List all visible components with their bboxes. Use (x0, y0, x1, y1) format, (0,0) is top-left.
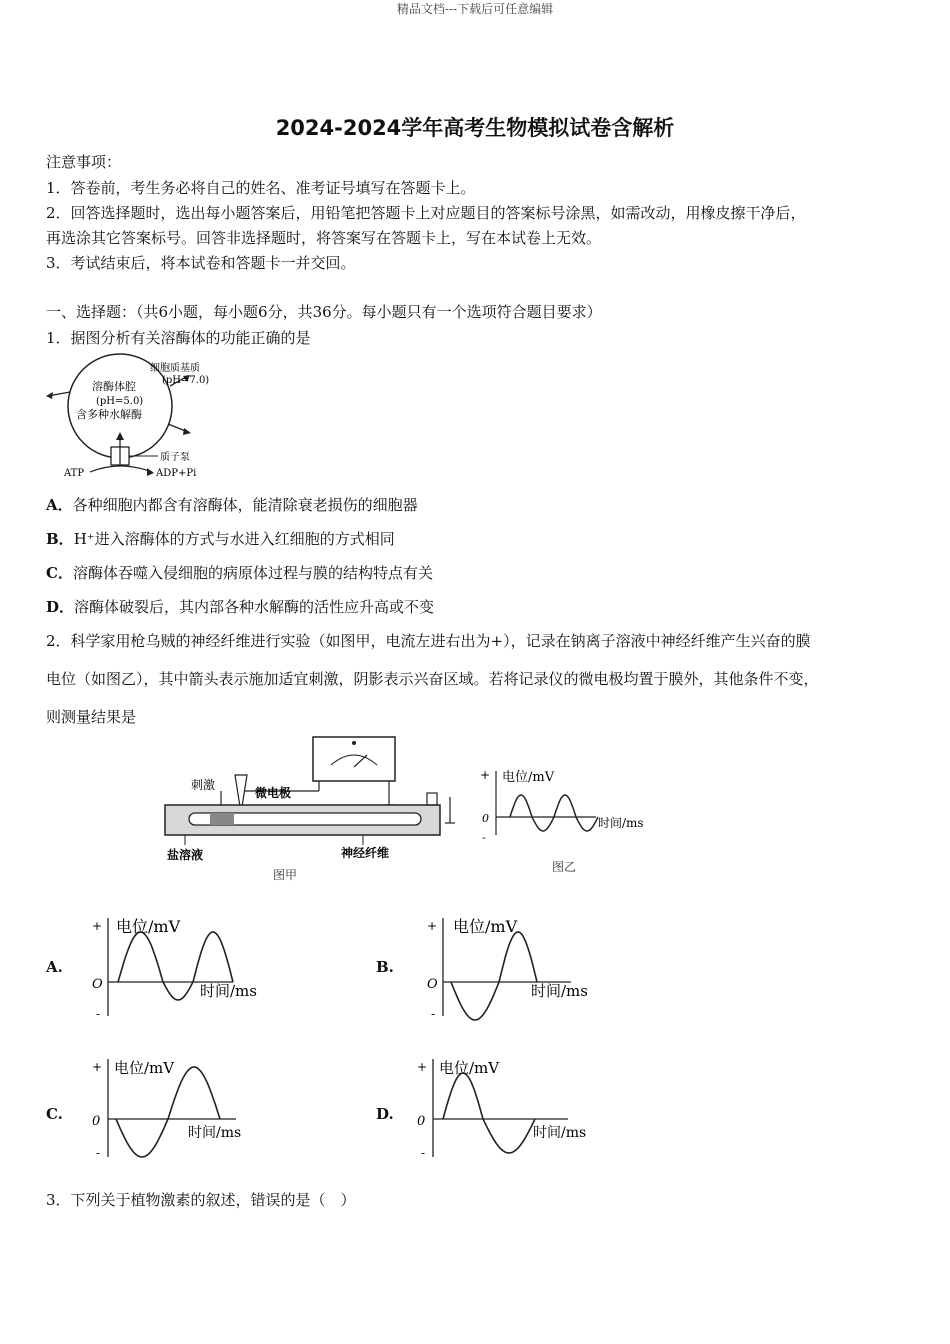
figure-yi (478, 765, 678, 880)
yi-plus-label: + (480, 768, 491, 782)
notice-item: 1．答卷前，考生务必将自己的姓名、准考证号填写在答题卡上。 (46, 179, 476, 197)
caption-yi: 图乙 (552, 860, 577, 874)
notice-item: 再选涂其它答案标号。回答非选择题时，将答案写在答题卡上，写在本试卷上无效。 (46, 229, 602, 247)
label-stimulus: 刺激 (191, 778, 216, 792)
q2-choice-d-graph[interactable] (413, 1053, 623, 1165)
choice-d-minus: - (421, 1146, 426, 1160)
q2-choice-b-graph[interactable] (423, 912, 623, 1024)
label-pump: 质子泵 (160, 452, 190, 463)
choice-d-zero: 0 (417, 1114, 426, 1129)
choice-a-minus: - (96, 1007, 101, 1021)
section-heading: 一、选择题：（共6小题，每小题6分，共36分。每小题只有一个选项符合题目要求） (46, 303, 602, 321)
label-salt-solution: 盐溶液 (167, 848, 204, 862)
label-lumen-ph: (pH=5.0) (96, 396, 144, 407)
question-2-stem-line: 电位（如图乙），其中箭头表示施加适宜刺激，阴影表示兴奋区域。若将记录仪的微电极均置于膜外，其他条件不变， (46, 670, 819, 688)
label-nerve-fiber: 神经纤维 (341, 846, 390, 860)
choice-b-minus: - (431, 1007, 436, 1021)
q2-choice-a-graph[interactable] (88, 912, 288, 1024)
notice-item: 2．回答选择题时，选出每小题答案后，用铅笔把答题卡上对应题目的答案标号涂黑，如需改动，用橡皮擦干净后， (46, 204, 806, 222)
choice-c-minus: - (96, 1146, 101, 1160)
question-2-stem-line: 则测量结果是 (46, 708, 137, 726)
notice-item: 3．考试结束后，将本试卷和答题卡一并交回。 (46, 254, 356, 272)
choice-c-curve (116, 1067, 220, 1157)
yi-minus-label: - (482, 831, 486, 844)
choice-b-curve (451, 932, 537, 1020)
q1-option-d[interactable]: D．溶酶体破裂后，其内部各种水解酶的活性应升高或不变 (46, 598, 435, 616)
yi-zero-label: 0 (482, 812, 489, 825)
q2-choice-b-letter[interactable]: B. (376, 958, 394, 976)
choice-a-zero: O (92, 977, 103, 992)
yi-potential-curve (510, 795, 598, 831)
choice-d-curve (443, 1073, 535, 1153)
choice-a-xlabel: 时间/ms (200, 982, 257, 1000)
choice-c-zero: 0 (92, 1114, 101, 1129)
choice-b-zero: O (427, 977, 438, 992)
excited-region (210, 813, 234, 825)
choice-b-ylabel: 电位/mV (453, 917, 518, 936)
choice-d-xlabel: 时间/ms (533, 1125, 587, 1141)
choice-a-ylabel: 电位/mV (116, 917, 181, 936)
figure-jia (155, 735, 465, 885)
choice-c-ylabel: 电位/mV (114, 1059, 175, 1077)
choice-c-plus: + (92, 1060, 103, 1074)
label-enzymes: 含多种水解酶 (76, 408, 142, 421)
yi-xlabel: 时间/ms (598, 816, 644, 830)
caption-jia: 图甲 (273, 868, 298, 882)
q2-choice-c-letter[interactable]: C. (46, 1105, 63, 1123)
q2-choice-c-graph[interactable] (88, 1053, 288, 1165)
notice-heading: 注意事项： (46, 153, 122, 171)
choice-d-ylabel: 电位/mV (439, 1059, 500, 1077)
q2-choice-a-letter[interactable]: A. (46, 958, 63, 976)
label-cytosol-ph: (pH=7.0) (162, 375, 210, 386)
question-3-stem: 3．下列关于植物激素的叙述，错误的是（ ） (46, 1191, 356, 1209)
label-adp: ADP+Pi (156, 468, 197, 479)
label-atp: ATP (64, 468, 85, 479)
choice-d-plus: + (417, 1060, 428, 1074)
choice-b-xlabel: 时间/ms (531, 982, 588, 1000)
page-watermark-header: 精品文档---下载后可任意编辑 (396, 2, 554, 16)
choice-b-plus: + (427, 919, 438, 933)
lysosome-figure (40, 352, 240, 487)
yi-ylabel: 电位/mV (502, 770, 555, 785)
q1-option-c[interactable]: C．溶酶体吞噬入侵细胞的病原体过程与膜的结构特点有关 (46, 564, 433, 582)
label-microelectrode: 微电极 (255, 786, 292, 800)
label-lumen: 溶酶体腔 (92, 380, 136, 393)
q1-option-a[interactable]: A．各种细胞内都含有溶酶体，能清除衰老损伤的细胞器 (46, 496, 418, 514)
choice-a-plus: + (92, 919, 103, 933)
page-title: 2024-2024学年高考生物模拟试卷含解析 (275, 116, 675, 140)
q2-choice-d-letter[interactable]: D. (376, 1105, 394, 1123)
choice-c-xlabel: 时间/ms (188, 1125, 242, 1141)
question-1-stem: 1．据图分析有关溶酶体的功能正确的是 (46, 329, 311, 347)
label-cytosol: 细胞质基质 (150, 363, 200, 374)
q1-option-b[interactable]: B．H⁺进入溶酶体的方式与水进入红细胞的方式相同 (46, 530, 395, 548)
question-2-stem-line: 2．科学家用枪乌贼的神经纤维进行实验（如图甲，电流左进右出为+），记录在钠离子溶液中神经纤维产生兴奋的膜 (46, 632, 811, 650)
